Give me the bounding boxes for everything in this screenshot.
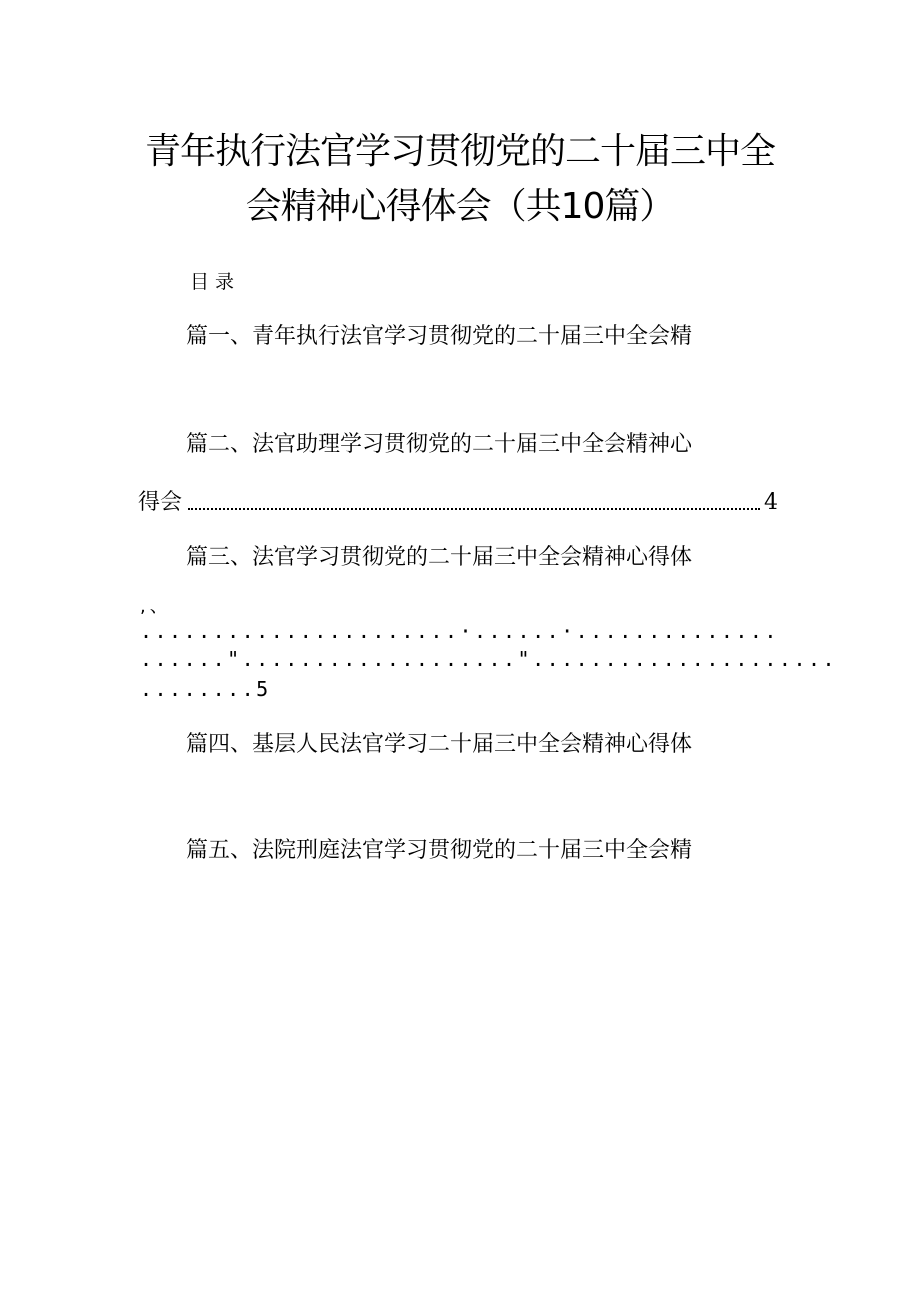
toc-entry-2-continuation: 得会 — [138, 490, 183, 515]
toc-entry-3-dot-line-1: ......................·......·.............. — [140, 619, 779, 643]
dot-leader — [188, 508, 760, 510]
document-title-line-2: 会精神心得体会（共10篇） — [245, 186, 675, 227]
toc-entry-2[interactable]: 篇二、法官助理学习贯彻党的二十届三中全会精神心 — [186, 432, 693, 457]
toc-entry-3-dot-line-3: ........5 — [140, 677, 271, 701]
toc-entry-5[interactable]: 篇五、法院刑庭法官学习贯彻党的二十届三中全会精 — [186, 838, 693, 863]
toc-entry-3[interactable]: 篇三、法官学习贯彻党的二十届三中全会精神心得体 — [186, 545, 693, 570]
toc-entry-2-page-number: 4 — [764, 490, 778, 515]
toc-entry-3-marks: ,、 — [140, 596, 172, 617]
toc-entry-4[interactable]: 篇四、基层人民法官学习二十届三中全会精神心得体 — [186, 732, 693, 757]
toc-heading: 目录 — [190, 271, 241, 293]
toc-entry-3-dot-line-2: ......"..................."..................... — [140, 647, 838, 671]
toc-entry-1[interactable]: 篇一、青年执行法官学习贯彻党的二十届三中全会精 — [186, 324, 693, 349]
toc-entry-2-continuation-row[interactable] — [138, 488, 778, 518]
document-title-line-1: 青年执行法官学习贯彻党的二十届三中全 — [144, 131, 775, 172]
